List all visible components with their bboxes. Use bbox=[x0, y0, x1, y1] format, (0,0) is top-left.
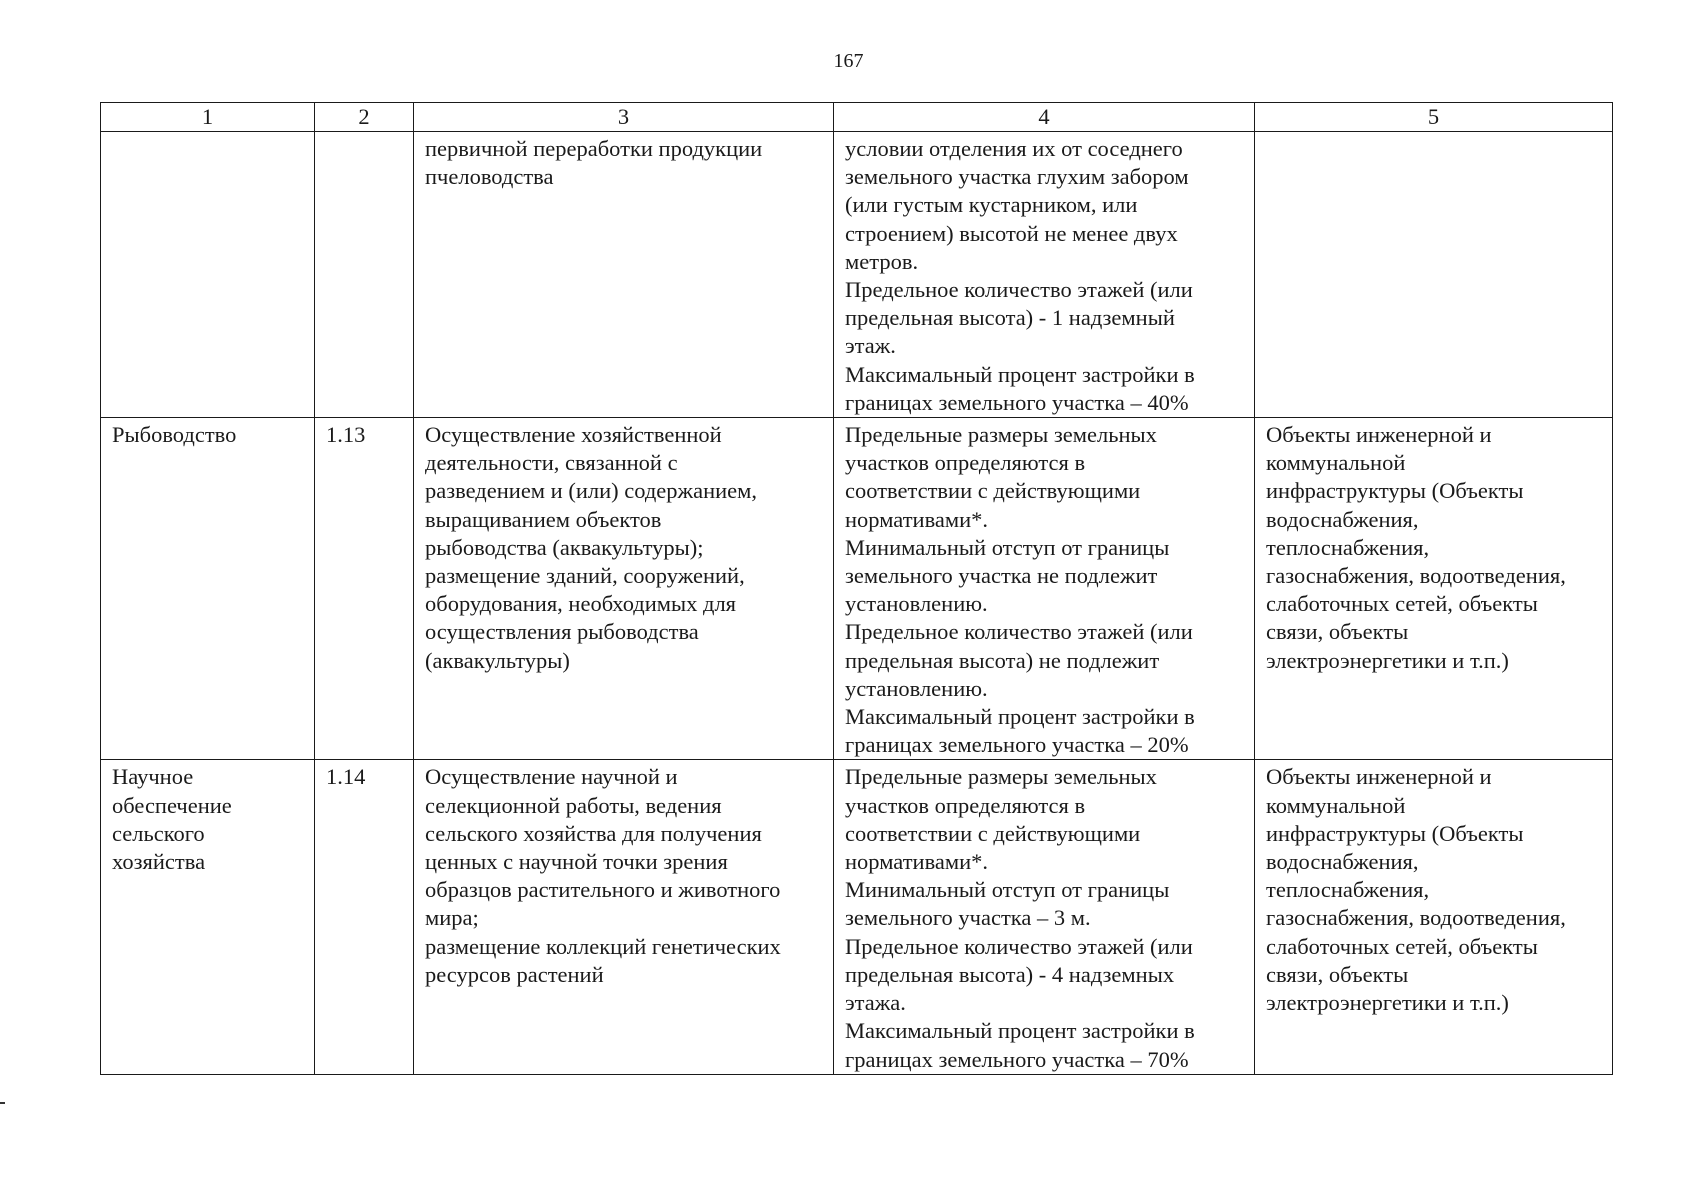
cell-line: связи, объекты bbox=[1266, 619, 1409, 645]
header-col-5: 5 bbox=[1255, 103, 1613, 132]
cell-line: Предельное количество этажей (или bbox=[845, 619, 1193, 645]
use-name-cell bbox=[101, 132, 315, 418]
use-parameters-cell bbox=[834, 418, 1255, 760]
cell-line: (или густым кустарником, или bbox=[845, 192, 1138, 218]
cell-line: предельная высота) - 4 надземных bbox=[845, 961, 1175, 987]
cell-line: осуществления рыбоводства bbox=[425, 619, 699, 645]
cell-line: теплоснабжения, bbox=[1266, 877, 1430, 903]
page-number: 167 bbox=[833, 50, 864, 72]
auxiliary-uses-cell bbox=[1255, 132, 1613, 418]
cell-line: Предельные размеры земельных bbox=[845, 422, 1157, 448]
auxiliary-uses-cell bbox=[1255, 760, 1613, 1074]
cell-line: этаж. bbox=[845, 333, 896, 359]
cell-line: Максимальный процент застройки в bbox=[845, 361, 1195, 387]
cell-line: инфраструктуры (Объекты bbox=[1266, 820, 1524, 846]
cell-line: образцов растительного и животного bbox=[425, 877, 781, 903]
use-description-cell bbox=[414, 132, 834, 418]
cell-line: связи, объекты bbox=[1266, 961, 1409, 987]
use-code-cell: 1.13 bbox=[315, 418, 414, 760]
cell-line: пчеловодства bbox=[425, 164, 554, 190]
cell-line: теплоснабжения, bbox=[1266, 534, 1430, 560]
cell-line: электроэнергетики и т.п.) bbox=[1266, 647, 1509, 673]
cell-line: Научное bbox=[112, 764, 194, 790]
cell-line: водоснабжения, bbox=[1266, 506, 1419, 532]
cell-line: рыбоводства (аквакультуры); bbox=[425, 534, 704, 560]
use-code-cell bbox=[315, 132, 414, 418]
cell-line: Максимальный процент застройки в bbox=[845, 704, 1195, 730]
cell-line: первичной переработки продукции bbox=[425, 136, 763, 161]
land-use-table bbox=[100, 102, 1613, 1075]
cell-line: Минимальный отступ от границы bbox=[845, 534, 1170, 560]
table-row bbox=[101, 760, 1613, 1074]
cell-line: хозяйства bbox=[112, 849, 206, 875]
cell-line: газоснабжения, водоотведения, bbox=[1266, 563, 1566, 589]
cell-line: установлению. bbox=[845, 675, 988, 701]
cell-line: условии отделения их от соседнего bbox=[845, 136, 1183, 161]
cell-line: земельного участка не подлежит bbox=[845, 563, 1158, 589]
cell-line: нормативами*. bbox=[845, 506, 989, 532]
cell-line: разведением и (или) содержанием, bbox=[425, 478, 757, 504]
cell-line: мира; bbox=[425, 905, 479, 931]
cell-line: Объекты инженерной и bbox=[1266, 764, 1492, 790]
cell-line: участков определяются в bbox=[845, 450, 1086, 476]
header-col-3: 3 bbox=[414, 103, 834, 132]
cell-line: метров. bbox=[845, 248, 919, 274]
cell-line: оборудования, необходимых для bbox=[425, 591, 737, 617]
cell-line: соответствии с действующими bbox=[845, 820, 1141, 846]
use-parameters-cell bbox=[834, 132, 1255, 418]
margin-mark bbox=[0, 1102, 5, 1104]
use-code-cell: 1.14 bbox=[315, 760, 414, 1074]
cell-line: сельского хозяйства для получения bbox=[425, 820, 762, 846]
cell-line: границах земельного участка – 70% bbox=[845, 1046, 1189, 1072]
cell-line: земельного участка глухим забором bbox=[845, 164, 1189, 190]
cell-line: Предельное количество этажей (или bbox=[845, 277, 1193, 303]
table-row bbox=[101, 132, 1613, 418]
header-col-4: 4 bbox=[834, 103, 1255, 132]
cell-line: размещение зданий, сооружений, bbox=[425, 563, 745, 589]
cell-line: селекционной работы, ведения bbox=[425, 792, 722, 818]
cell-line: газоснабжения, водоотведения, bbox=[1266, 905, 1566, 931]
cell-line: Предельные размеры земельных bbox=[845, 764, 1157, 790]
cell-line: Осуществление хозяйственной bbox=[425, 422, 722, 448]
cell-line: Предельное количество этажей (или bbox=[845, 933, 1193, 959]
cell-line: нормативами*. bbox=[845, 849, 989, 875]
cell-line: участков определяются в bbox=[845, 792, 1086, 818]
cell-line: предельная высота) не подлежит bbox=[845, 647, 1160, 673]
cell-line: Минимальный отступ от границы bbox=[845, 877, 1170, 903]
cell-line: соответствии с действующими bbox=[845, 478, 1141, 504]
cell-line: водоснабжения, bbox=[1266, 849, 1419, 875]
cell-line: Максимальный процент застройки в bbox=[845, 1018, 1195, 1044]
cell-line: Рыбоводство bbox=[112, 422, 237, 448]
table-header bbox=[101, 103, 1613, 132]
cell-line: строением) высотой не менее двух bbox=[845, 220, 1178, 246]
cell-line: предельная высота) - 1 надземный bbox=[845, 305, 1175, 331]
cell-line: этажа. bbox=[845, 990, 906, 1016]
header-col-2: 2 bbox=[315, 103, 414, 132]
table-body bbox=[101, 132, 1613, 1075]
cell-line: земельного участка – 3 м. bbox=[845, 905, 1091, 931]
cell-line: инфраструктуры (Объекты bbox=[1266, 478, 1524, 504]
cell-line: выращиванием объектов bbox=[425, 506, 662, 532]
use-description-cell bbox=[414, 418, 834, 760]
cell-line: сельского bbox=[112, 820, 205, 846]
cell-line: обеспечение bbox=[112, 792, 232, 818]
cell-line: коммунальной bbox=[1266, 450, 1406, 476]
use-name-cell bbox=[101, 418, 315, 760]
cell-line: коммунальной bbox=[1266, 792, 1406, 818]
cell-line: слаботочных сетей, объекты bbox=[1266, 591, 1538, 617]
cell-line: Осуществление научной и bbox=[425, 764, 678, 790]
table-row bbox=[101, 418, 1613, 760]
cell-line: границах земельного участка – 20% bbox=[845, 732, 1189, 758]
header-row bbox=[101, 103, 1613, 132]
cell-line: ресурсов растений bbox=[425, 961, 604, 987]
use-name-cell bbox=[101, 760, 315, 1074]
cell-line: границах земельного участка – 40% bbox=[845, 389, 1189, 415]
cell-line: установлению. bbox=[845, 591, 988, 617]
cell-line: ценных с научной точки зрения bbox=[425, 849, 728, 875]
cell-line: слаботочных сетей, объекты bbox=[1266, 933, 1538, 959]
use-description-cell bbox=[414, 760, 834, 1074]
cell-line: деятельности, связанной с bbox=[425, 450, 678, 476]
auxiliary-uses-cell bbox=[1255, 418, 1613, 760]
cell-line: электроэнергетики и т.п.) bbox=[1266, 990, 1509, 1016]
header-col-1: 1 bbox=[101, 103, 315, 132]
use-parameters-cell bbox=[834, 760, 1255, 1074]
cell-line: Объекты инженерной и bbox=[1266, 422, 1492, 448]
cell-line: размещение коллекций генетических bbox=[425, 933, 781, 959]
cell-line: (аквакультуры) bbox=[425, 647, 570, 673]
